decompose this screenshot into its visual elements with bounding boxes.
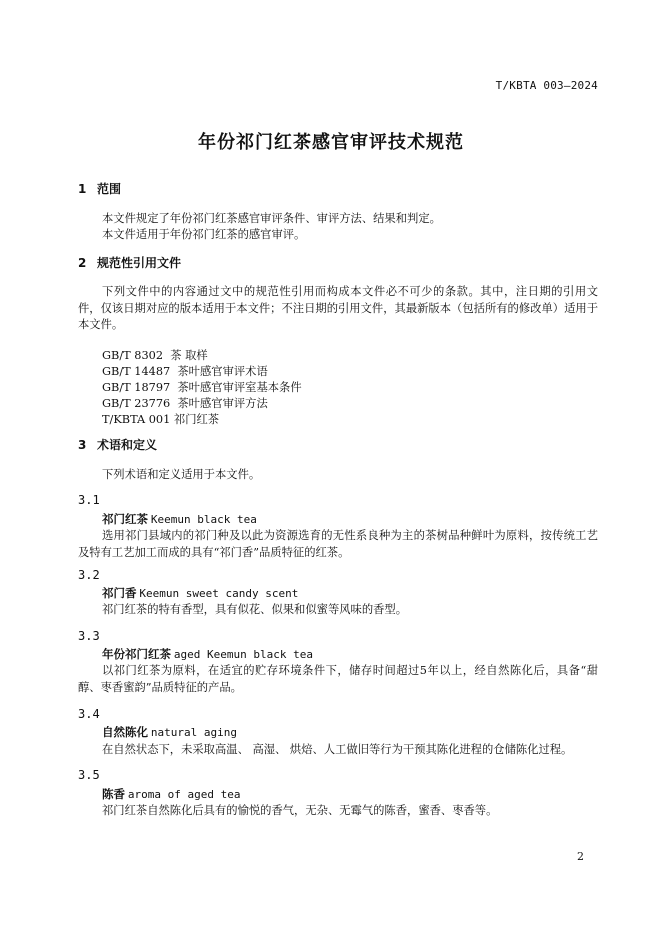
term-english-name: Keemun black tea	[150, 513, 257, 526]
reference-item: T/KBTA 001 祁门红茶	[102, 413, 220, 426]
term-number: 3.3	[78, 629, 100, 643]
term-number: 3.4	[78, 707, 100, 721]
term-title	[102, 585, 298, 601]
section-heading-terms	[78, 436, 157, 453]
section-number: 2	[78, 256, 87, 270]
term-english-name: natural aging	[150, 726, 237, 739]
reference-item: GB/T 18797 茶叶感官审评室基本条件	[102, 381, 302, 394]
section-title: 范围	[97, 182, 122, 196]
section-title: 规范性引用文件	[97, 256, 182, 270]
term-title	[102, 646, 313, 662]
normative-intro-paragraph: 下列文件中的内容通过文中的规范性引用而构成本文件必不可少的条款。其中，注日期的引用文件，仅该日期对应的版本适用于本文件；不注日期的引用文件，其最新版本（包括所有的修改单）适用于本文件。	[78, 285, 598, 331]
term-chinese-name: 祁门香	[102, 586, 137, 600]
document-title: 年份祁门红茶感官审评技术规范	[198, 132, 464, 153]
term-definition: 在自然状态下，未采取高温、 高湿、 烘焙、人工做旧等行为干预其陈化进程的仓储陈化过程。	[102, 743, 573, 756]
section-title: 术语和定义	[97, 438, 158, 452]
term-title	[102, 724, 237, 740]
term-definition: 以祁门红茶为原料，在适宜的贮存环境条件下，储存时间超过5年以上，经自然陈化后，具备“甜醇、枣香蜜韵”品质特征的产品。	[78, 664, 598, 694]
terms-intro-paragraph: 下列术语和定义适用于本文件。	[102, 468, 261, 481]
term-number: 3.1	[78, 493, 100, 507]
term-definition: 选用祁门县域内的祁门种及以此为资源选育的无性系良种为主的茶树品种鲜叶为原料，按传统工艺及特有工艺加工而成的具有“祁门香”品质特征的红茶。	[78, 529, 598, 559]
term-definition: 祁门红茶自然陈化后具有的愉悦的香气，无杂、无霉气的陈香，蜜香、枣香等。	[102, 804, 498, 817]
section-heading-scope	[78, 180, 121, 197]
term-number: 3.5	[78, 768, 100, 782]
section-heading-normative-references	[78, 254, 181, 271]
term-english-name: aged Keemun black tea	[173, 648, 313, 661]
term-chinese-name: 年份祁门红茶	[102, 647, 171, 661]
term-chinese-name: 祁门红茶	[102, 512, 148, 526]
term-english-name: Keemun sweet candy scent	[139, 587, 299, 600]
section-number: 3	[78, 438, 87, 452]
scope-paragraph-2: 本文件适用于年份祁门红茶的感官审评。	[102, 228, 306, 241]
reference-item: GB/T 14487 茶叶感官审评术语	[102, 365, 268, 378]
term-title	[102, 511, 257, 527]
page-number: 2	[577, 850, 584, 863]
reference-item: GB/T 8302 茶 取样	[102, 349, 208, 362]
term-definition: 祁门红茶的特有香型，具有似花、似果和似蜜等风味的香型。	[102, 603, 408, 616]
term-title	[102, 786, 240, 802]
term-chinese-name: 自然陈化	[102, 725, 148, 739]
reference-item: GB/T 23776 茶叶感官审评方法	[102, 397, 268, 410]
section-number: 1	[78, 182, 87, 196]
term-chinese-name: 陈香	[102, 787, 125, 801]
standard-code: T/KBTA 003—2024	[495, 79, 598, 92]
term-number: 3.2	[78, 568, 100, 582]
term-english-name: aroma of aged tea	[127, 788, 241, 801]
scope-paragraph-1: 本文件规定了年份祁门红茶感官审评条件、审评方法、结果和判定。	[102, 212, 441, 225]
